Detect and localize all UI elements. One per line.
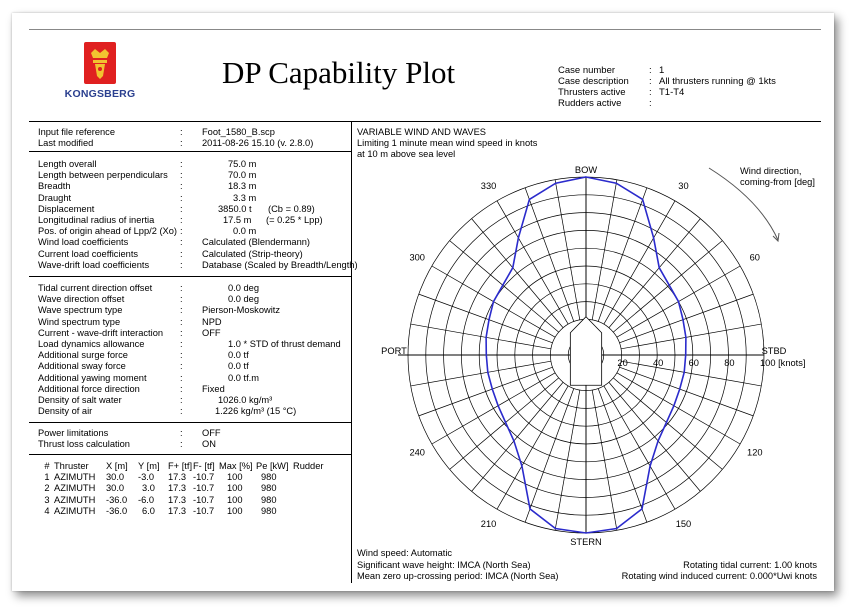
- grid-spoke: [525, 388, 574, 522]
- info-row: Load dynamics allowance : 1.0 * STD of thrust demand: [38, 338, 341, 349]
- case-description-row: Case description : All thrusters running @ 1kts: [558, 76, 776, 87]
- plot-heading-1: VARIABLE WIND AND WAVES: [357, 127, 486, 137]
- page-title: DP Capability Plot: [222, 55, 456, 90]
- arrow-head-icon: [773, 233, 779, 241]
- info-row: Wind load coefficients : Calculated (Blendermann): [38, 237, 311, 248]
- grid-spoke: [450, 378, 559, 470]
- grid-spoke: [604, 201, 675, 324]
- info-row: Longitudinal radius of inertia : 17.5 m (= 0.25 * Lpp): [38, 214, 323, 225]
- port-label: PORT: [381, 346, 407, 356]
- info-row: Displacement : 3850.0 t (Cb = 0.89): [38, 203, 315, 214]
- info-row: Density of air : 1.226 kg/m³ (15 °C): [38, 406, 297, 417]
- info-row: Breadth : 18.3 m: [38, 181, 257, 192]
- angle-label: 300: [409, 252, 425, 263]
- grid-spoke: [419, 367, 553, 416]
- ring-label: 100 [knots]: [760, 358, 806, 368]
- grid-spoke: [432, 373, 555, 444]
- table-row: 3 AZIMUTH -36.0 -6.0 17.3 -10.7 100 980: [44, 494, 277, 505]
- grid-spoke: [472, 382, 564, 491]
- vessel-outline-icon: [570, 317, 601, 386]
- logo-text: KONGSBERG: [64, 88, 136, 100]
- angle-label: 330: [480, 181, 497, 192]
- angle-label: 240: [409, 447, 425, 458]
- ring-label: 40: [653, 358, 664, 368]
- table-header-row: # Thruster X [m] Y [m] F+ [tf] F- [tf] Max [%] Pe [kW] Rudder: [44, 461, 324, 471]
- grid-spoke: [592, 390, 617, 530]
- grid-spoke: [619, 367, 753, 416]
- grid-spoke: [617, 373, 740, 444]
- info-row: Additional force direction : Fixed: [38, 383, 225, 394]
- info-row: Additional surge force : 0.0 tf: [38, 350, 249, 361]
- footer-tidal-current: Rotating tidal current: 1.00 knots: [683, 560, 817, 570]
- footer-wave-height: Significant wave height: IMCA (North Sea): [357, 560, 531, 570]
- info-row: Additional sway force : 0.0 tf: [38, 361, 249, 372]
- grid-spoke: [621, 324, 761, 349]
- grid-spoke: [450, 241, 559, 333]
- grid-spoke: [411, 361, 551, 386]
- grid-spoke: [613, 241, 722, 333]
- grid-spoke: [555, 390, 580, 530]
- ring-label: 80: [724, 358, 735, 368]
- info-row: Density of salt water : 1026.0 kg/m³: [38, 394, 273, 405]
- rudders-active-row: Rudders active :: [558, 98, 652, 109]
- info-row: Current load coefficients : Calculated (Strip-theory): [38, 248, 303, 259]
- plot-heading-2: Limiting 1 minute mean wind speed in knots: [357, 138, 538, 148]
- angle-label: 120: [747, 447, 763, 458]
- info-row: Thrust loss calculation : ON: [38, 439, 216, 450]
- info-row: Wind spectrum type : NPD: [38, 316, 222, 327]
- ring-label: 60: [688, 358, 699, 368]
- case-number-row: Case number : 1: [558, 65, 665, 76]
- table-row: 1 AZIMUTH 30.0 -3.0 17.3 -10.7 100 980: [44, 472, 277, 483]
- table-row: 2 AZIMUTH 30.0 3.0 17.3 -10.7 100 980: [44, 483, 277, 494]
- stbd-label: STBD: [761, 346, 787, 356]
- info-row: Input file reference : Foot_1580_B.scp: [38, 127, 275, 137]
- bow-label: BOW: [574, 165, 598, 175]
- angle-label: 210: [480, 518, 497, 529]
- grid-spoke: [472, 219, 564, 328]
- thrusters-active-row: Thrusters active : T1-T4: [558, 87, 685, 98]
- footer-wind-speed: Wind speed: Automatic: [357, 548, 453, 558]
- info-row: Additional yawing moment : 0.0 tf.m: [38, 372, 260, 383]
- footer-period: Mean zero up-crossing period: IMCA (North Sea): [357, 571, 559, 581]
- info-row: Last modified : 2011-08-26 15.10 (v. 2.8.0): [38, 138, 314, 149]
- grid-spoke: [613, 378, 722, 470]
- angle-label: 30: [678, 181, 689, 192]
- grid-spoke: [609, 382, 701, 491]
- wind-direction-arrow-icon: [709, 168, 778, 240]
- info-row: Length between perpendiculars : 70.0 m: [38, 170, 257, 181]
- grid-spoke: [609, 219, 701, 328]
- grid-spoke: [598, 188, 647, 322]
- ring-label: 20: [617, 358, 628, 368]
- grid-spoke: [497, 386, 568, 509]
- stern-label: STERN: [570, 537, 602, 547]
- info-row: Tidal current direction offset : 0.0 deg: [38, 283, 260, 293]
- info-row: Length overall : 75.0 m: [38, 159, 257, 169]
- plot-heading-3: at 10 m above sea level: [357, 149, 456, 159]
- grid-spoke: [497, 201, 568, 324]
- grid-spoke: [411, 324, 551, 349]
- angle-label: 150: [675, 518, 692, 529]
- wind-direction-label-2: coming-from [deg]: [740, 177, 815, 187]
- info-row: Wave spectrum type : Pierson-Moskowitz: [38, 305, 281, 316]
- footer-wind-current: Rotating wind induced current: 0.000*Uwi knots: [621, 571, 817, 581]
- info-row: Wave direction offset : 0.0 deg: [38, 294, 260, 305]
- grid-spoke: [525, 188, 574, 322]
- info-row: Current - wave-drift interaction : OFF: [38, 327, 221, 338]
- wind-direction-label-1: Wind direction,: [740, 166, 802, 176]
- info-row: Wave-drift load coefficients : Database (Scaled by Breadth/Length): [38, 259, 358, 270]
- grid-spoke: [555, 180, 580, 320]
- table-row: 4 AZIMUTH -36.0 6.0 17.3 -10.7 100 980: [44, 505, 277, 516]
- info-row: Pos. of origin ahead of Lpp/2 (Xo) : 0.0 m: [38, 226, 257, 237]
- angle-label: 60: [749, 252, 760, 263]
- grid-spoke: [598, 388, 647, 522]
- info-row: Draught : 3.3 m: [38, 192, 257, 203]
- grid-spoke: [604, 386, 675, 509]
- grid-spoke: [592, 180, 617, 320]
- info-row: Power limitations : OFF: [38, 428, 221, 438]
